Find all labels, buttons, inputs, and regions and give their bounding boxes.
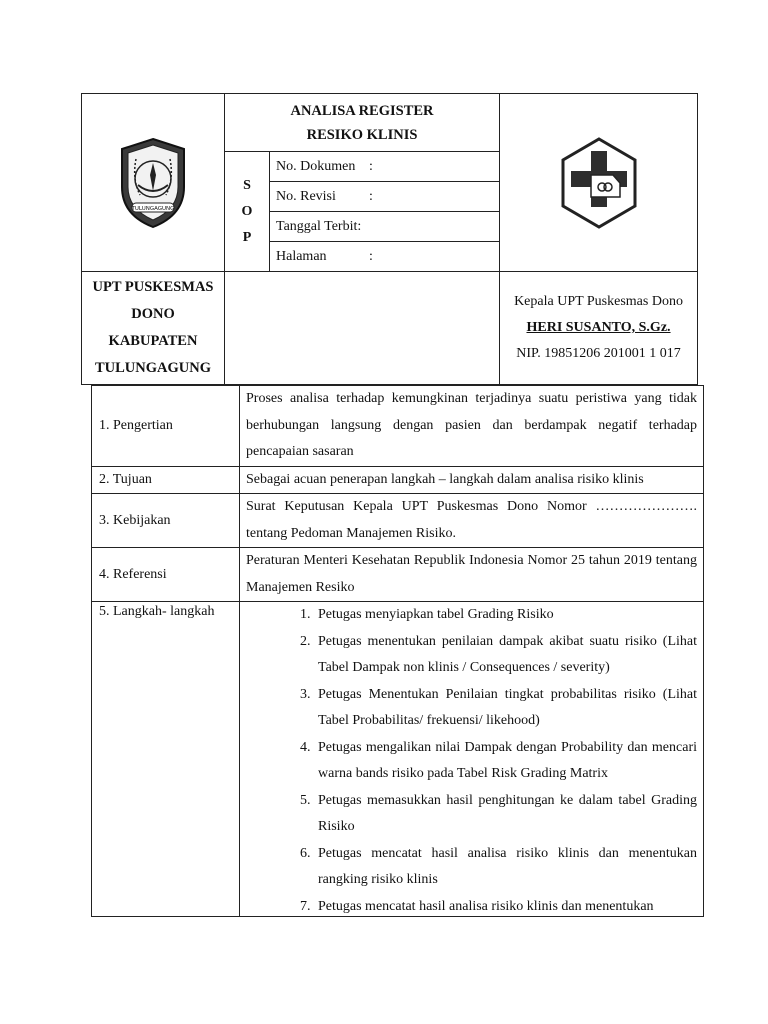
section-text: Peraturan Menteri Kesehatan Republik Indonesia Nomor 25 tahun 2019 tentang Manajemen Resiko xyxy=(240,548,704,602)
section-text: Proses analisa terhadap kemungkinan terjadinya suatu peristiwa yang tidak berhubungan langsung dengan pasien dan berdampak negatif terhadap pencapaian sasaran xyxy=(240,386,704,467)
organization-name: UPT PUSKESMAS DONO KABUPATEN TULUNGAGUNG xyxy=(82,272,225,385)
meta-revision: No. Revisi : xyxy=(270,182,500,212)
section-label: 1. Pengertian xyxy=(92,386,240,467)
regency-emblem-icon xyxy=(82,135,224,231)
steps-list xyxy=(240,602,697,916)
section-text: Sebagai acuan penerapan langkah – langkah dalam analisa risiko klinis xyxy=(240,466,704,494)
section-text: Surat Keputusan Kepala UPT Puskesmas Dono Nomor …………………. tentang Pedoman Manajemen Risiko. xyxy=(240,494,704,548)
section-row xyxy=(92,494,704,548)
steps-cell xyxy=(240,602,704,917)
list-item: 4. Petugas mengalikan nilai Dampak dengan Probability dan mencari warna bands risiko pada Tabel Risk Grading Matrix xyxy=(314,735,697,788)
sop-header-table xyxy=(81,93,698,385)
meta-page: Halaman : xyxy=(270,242,500,272)
blank-cell xyxy=(225,272,500,385)
regency-logo-cell xyxy=(82,94,225,272)
document-title xyxy=(225,94,500,152)
puskesmas-logo-icon xyxy=(500,135,697,231)
list-item: 2. Petugas menentukan penilaian dampak akibat suatu risiko (Lihat Tabel Dampak non klinis / Consequences / severity) xyxy=(314,629,697,682)
signature-block xyxy=(500,272,698,385)
sop-label: S O P xyxy=(225,152,270,272)
list-item: 6. Petugas mencatat hasil analisa risiko klinis dan menentukan rangking risiko klinis xyxy=(314,841,697,894)
signer-title: Kepala UPT Puskesmas Dono xyxy=(514,294,683,309)
section-label: 3. Kebijakan xyxy=(92,494,240,548)
list-item: 5. Petugas memasukkan hasil penghitungan ke dalam tabel Grading Risiko xyxy=(314,788,697,841)
section-label: 2. Tujuan xyxy=(92,466,240,494)
title-line-1: ANALISA REGISTER xyxy=(290,102,434,119)
section-row xyxy=(92,466,704,494)
section-row xyxy=(92,548,704,602)
meta-issue-date: Tanggal Terbit: xyxy=(270,212,500,242)
svg-text:TULUNGAGUNG: TULUNGAGUNG xyxy=(131,205,175,212)
section-label: 4. Referensi xyxy=(92,548,240,602)
section-label: 5. Langkah- langkah xyxy=(92,602,240,917)
sop-content-table xyxy=(91,385,704,917)
list-item: 7. Petugas mencatat hasil analisa risiko klinis dan menentukan xyxy=(314,894,697,917)
section-row xyxy=(92,386,704,467)
meta-document-number: No. Dokumen : xyxy=(270,152,500,182)
list-item: 1. Petugas menyiapkan tabel Grading Risiko xyxy=(314,602,697,629)
signer-nip: NIP. 19851206 201001 1 017 xyxy=(516,346,681,361)
section-row xyxy=(92,602,704,917)
title-line-2: RESIKO KLINIS xyxy=(306,126,418,143)
signer-name: HERI SUSANTO, S.Gz. xyxy=(526,320,671,335)
puskesmas-logo-cell xyxy=(500,94,698,272)
list-item: 3. Petugas Menentukan Penilaian tingkat probabilitas risiko (Lihat Tabel Probabilitas/ frekuensi/ likehood) xyxy=(314,682,697,735)
